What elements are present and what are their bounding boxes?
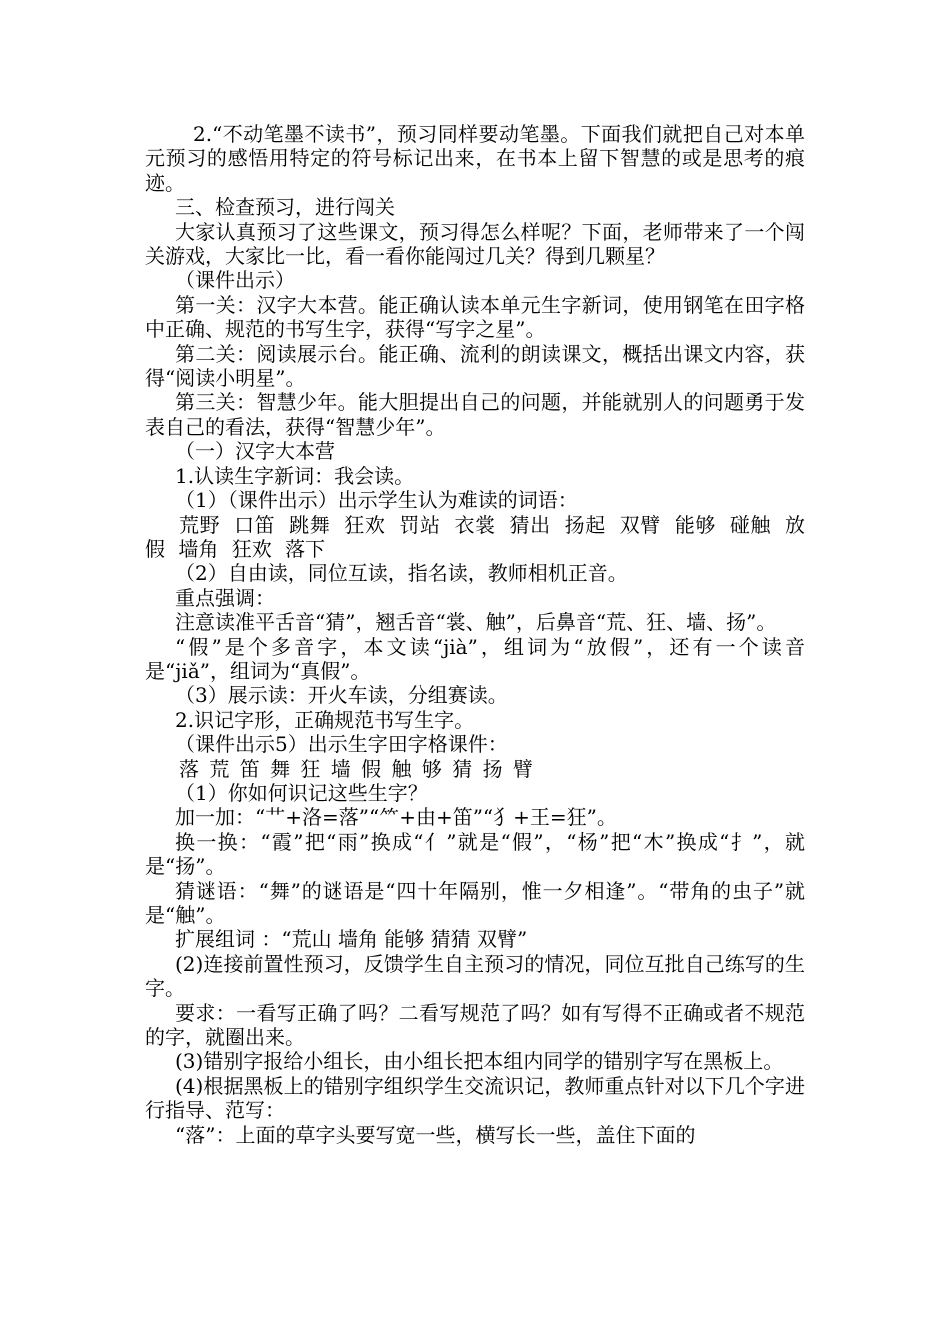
paragraph-preview-marking: 2.“不动笔墨不读书”，预习同样要动笔墨。下面我们就把自己对本单元预习的感悟用特定的符号标记出来，在书本上留下智慧的或是思考的痕迹。 — [145, 122, 805, 195]
section-heading-check-preview: 三、检查预习，进行闯关 — [175, 195, 395, 220]
paragraph-swap-method: 换一换：“霞”把“雨”换成“亻”就是“假”，“杨”把“木”换成“扌”，就是“扬”。 — [145, 829, 805, 879]
character-list: 落 荒 笛 舞 狂 墙 假 触 够 猜 扬 臂 — [179, 756, 535, 781]
subheading-hanzi-camp: （一）汉字大本营 — [175, 439, 335, 464]
paragraph-courseware-grid: （课件出示5）出示生字田字格课件： — [175, 732, 508, 757]
paragraph-report-errors: (3)错别字报给小组长，由小组长把本组内同学的错别字写在黑板上。 — [175, 1049, 784, 1074]
paragraph-write-characters: 2.识记字形，正确规范书写生字。 — [175, 707, 475, 732]
paragraph-teacher-guidance: (4)根据黑板上的错别字组织学生交流识记，教师重点针对以下几个字进行指导、范写： — [145, 1073, 805, 1123]
paragraph-free-reading: （2）自由读，同位互读，指名读，教师相机正音。 — [175, 561, 628, 586]
paragraph-level-three: 第三关：智慧少年。能大胆提出自己的问题，并能就别人的问题勇于发表自己的看法，获得“智慧少年”。 — [145, 390, 805, 439]
paragraph-memorize-question: （1）你如何识记这些生字？ — [175, 780, 428, 805]
paragraph-emphasis-label: 重点强调： — [175, 585, 275, 610]
paragraph-hard-words-intro: （1）（课件出示）出示学生认为难读的词语： — [175, 488, 578, 513]
paragraph-add-method: 加一加：“艹+洛=落”“⺮+由+笛”“犭+王=狂”。 — [175, 805, 617, 830]
paragraph-pronunciation: 注意读准平舌音“猜”，翘舌音“裳、触”，后鼻音“荒、狂、墙、扬”。 — [175, 610, 777, 635]
paragraph-level-one: 第一关：汉字大本营。能正确认读本单元生字新词，使用钢笔在田字格中正确、规范的书写生字，获得“写字之星”。 — [145, 292, 805, 342]
paragraph-level-two: 第二关：阅读展示台。能正确、流利的朗读课文，概括出课文内容，获得“阅读小明星”。 — [145, 341, 805, 391]
paragraph-courseware-note: （课件出示） — [175, 268, 295, 293]
document-page — [145, 122, 805, 1147]
paragraph-read-words: 1.认读生字新词：我会读。 — [175, 463, 415, 488]
paragraph-game-intro: 大家认真预习了这些课文，预习得怎么样呢？下面，老师带来了一个闯关游戏，大家比一比，看一看你能闯过几关？得到几颗星？ — [145, 219, 805, 269]
word-list: 荒野 口笛 跳舞 狂欢 罚站 衣裳 猜出 扬起 双臂 能够 碰触 放假 墙角 狂欢 落下 — [145, 512, 805, 561]
paragraph-show-reading: （3）展示读：开火车读，分组赛读。 — [175, 683, 508, 708]
paragraph-luo-character: “落”：上面的草字头要写宽一些，横写长一些，盖住下面的 — [175, 1122, 696, 1147]
paragraph-polyphone: “假”是个多音字，本文读“jià”，组词为“放假”，还有一个读音是“jiǎ”，组词为“真假”。 — [145, 634, 805, 683]
paragraph-peer-review: (2)连接前置性预习，反馈学生自主预习的情况，同位互批自己练写的生字。 — [145, 951, 805, 1001]
paragraph-extend-words: 扩展组词 ：“荒山 墙角 能够 猜猜 双臂” — [175, 927, 528, 952]
paragraph-riddle-method: 猜谜语：“舞”的谜语是“四十年隔别，惟一夕相逢”。“带角的虫子”就是“触”。 — [145, 878, 805, 927]
paragraph-requirements: 要求：一看写正确了吗？二看写规范了吗？如有写得不正确或者不规范的字，就圈出来。 — [145, 1000, 805, 1050]
